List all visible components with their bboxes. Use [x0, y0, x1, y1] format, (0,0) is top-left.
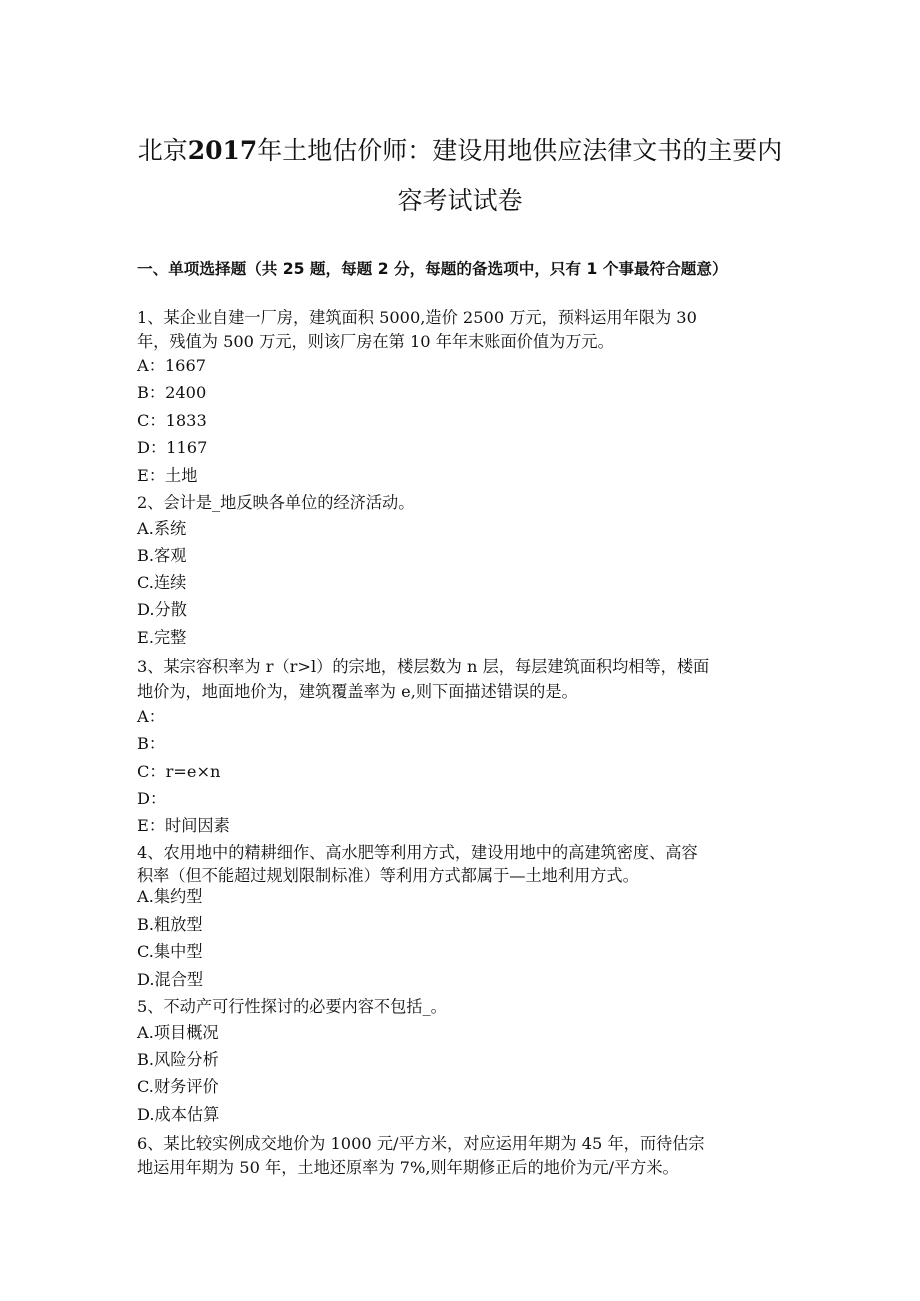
- question-5-stem-line-1: 5、不动产可行性探讨的必要内容不包括_。: [137, 997, 447, 1016]
- question-1-option-d: D：1167: [137, 438, 208, 457]
- question-3-option-d: D：: [137, 789, 167, 808]
- question-3-stem-line-2: 地价为，地面地价为，建筑覆盖率为 e,则下面描述错误的是。: [137, 682, 578, 701]
- section-heading: 一、单项选择题（共 25 题，每题 2 分，每题的备选项中，只有 1 个事最符合题意）: [137, 260, 728, 278]
- document-title-line-2: 容考试试卷: [397, 186, 523, 215]
- question-3-option-b: B：: [137, 734, 166, 753]
- question-4-option-d: D.混合型: [137, 970, 204, 989]
- question-2-option-a: A.系统: [137, 519, 187, 538]
- question-4-option-c: C.集中型: [137, 942, 203, 961]
- question-4-stem-line-1: 4、农用地中的精耕细作、高水肥等利用方式，建设用地中的高建筑密度、高容: [137, 843, 698, 862]
- title-part-1: 北京: [137, 136, 188, 165]
- question-3-option-a: A：: [137, 707, 165, 726]
- question-4-option-a: A.集约型: [137, 887, 203, 906]
- question-4-stem-line-2: 积率（但不能超过规划限制标准）等利用方式都属于—土地利用方式。: [137, 866, 639, 885]
- question-2-option-b: B.客观: [137, 546, 187, 565]
- title-part-2: 年土地估价师：建设用地供应法律文书的主要内: [257, 136, 783, 165]
- question-1-option-a: A：1667: [137, 356, 207, 375]
- question-2-option-e: E.完整: [137, 628, 187, 647]
- question-6-stem-line-2: 地运用年期为 50 年，土地还原率为 7%,则年期修正后的地价为元/平方米。: [137, 1158, 679, 1177]
- question-6-stem-line-1: 6、某比较实例成交地价为 1000 元/平方米，对应运用年期为 45 年，而待估宗: [137, 1134, 705, 1153]
- question-5-option-d: D.成本估算: [137, 1105, 220, 1124]
- question-1-stem-line-1: 1、某企业自建一厂房，建筑面积 5000,造价 2500 万元，预料运用年限为 30: [137, 308, 697, 327]
- document-title-line-1: [100, 136, 820, 166]
- question-5-option-c: C.财务评价: [137, 1077, 219, 1096]
- question-2-stem-line-1: 2、会计是_地反映各单位的经济活动。: [137, 493, 415, 512]
- question-1-option-e: E：土地: [137, 466, 198, 485]
- question-3-stem-line-1: 3、某宗容积率为 r（r>l）的宗地，楼层数为 n 层，每层建筑面积均相等，楼面: [137, 657, 710, 676]
- question-2-option-d: D.分散: [137, 600, 187, 619]
- title-year: 2017: [187, 136, 258, 165]
- question-2-option-c: C.连续: [137, 573, 187, 592]
- question-5-option-b: B.风险分析: [137, 1050, 219, 1069]
- question-4-option-b: B.粗放型: [137, 915, 203, 934]
- question-3-option-c: C：r=e×n: [137, 762, 221, 781]
- question-1-option-b: B：2400: [137, 383, 207, 402]
- question-5-option-a: A.项目概况: [137, 1023, 219, 1042]
- question-1-stem-line-2: 年，残值为 500 万元，则该厂房在第 10 年年末账面价值为万元。: [137, 332, 614, 351]
- question-1-option-c: C：1833: [137, 411, 207, 430]
- question-3-option-e: E：时间因素: [137, 816, 230, 835]
